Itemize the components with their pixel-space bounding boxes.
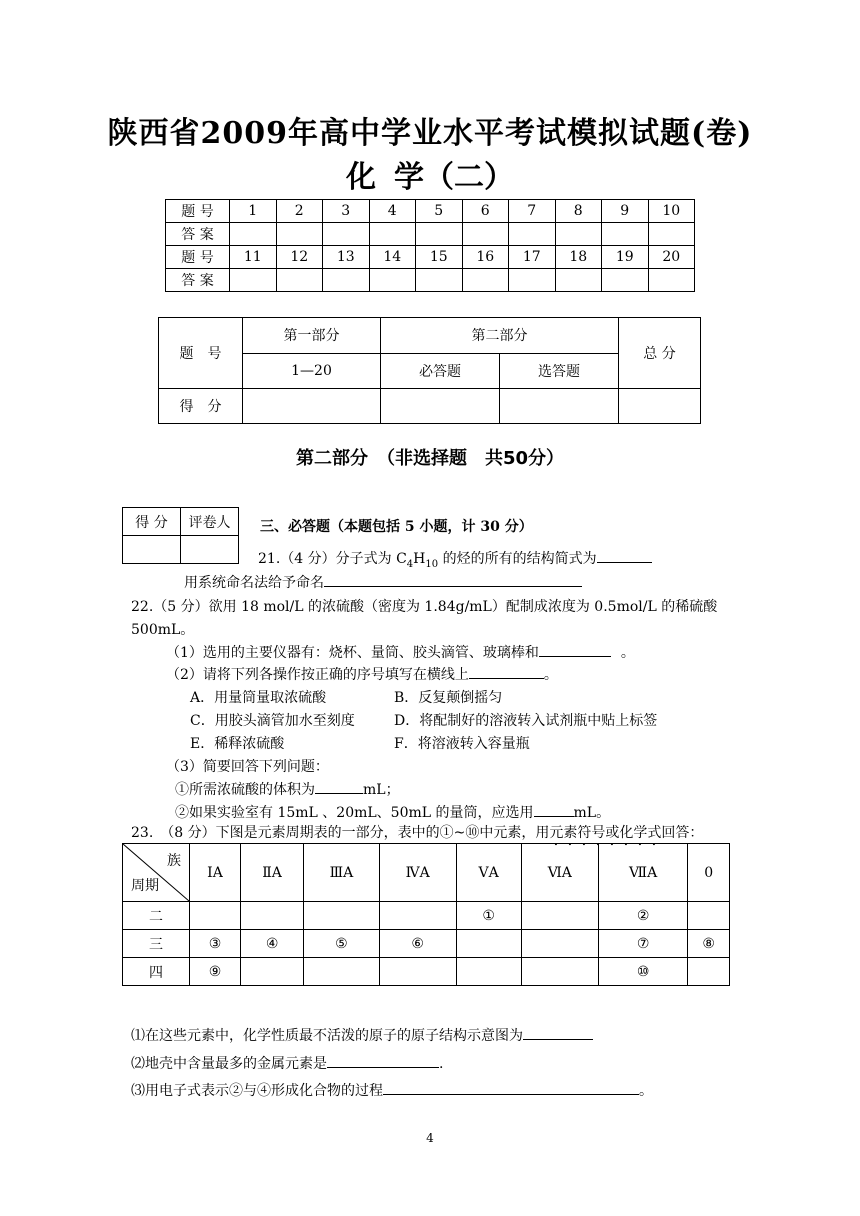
- total-header: 总 分: [619, 318, 701, 389]
- answer-cell[interactable]: [555, 269, 602, 292]
- element-cell: [240, 902, 303, 930]
- required-label: 必答题: [381, 353, 500, 389]
- q22-line1: 22.（5 分）欲用 18 mol/L 的浓硫酸（密度为 1.84g/mL）配制成浓度为 0.5mol/L 的稀硫酸: [131, 599, 718, 615]
- answer-cell[interactable]: [230, 269, 277, 292]
- number-cell: 18: [555, 246, 602, 269]
- element-cell: [190, 902, 241, 930]
- grader-score-label: 得 分: [123, 508, 181, 536]
- subtitle-part-a: 化: [346, 160, 394, 195]
- q23-part2-text: ⑵地壳中含量最多的金属元素是: [131, 1056, 327, 1072]
- q22-sub3a-text: ①所需浓硫酸的体积为: [175, 782, 315, 798]
- element-cell: [379, 902, 456, 930]
- q23-part3-end: 。: [639, 1083, 653, 1099]
- group-header: ⅣA: [379, 844, 456, 902]
- element-cell: ⑨: [190, 958, 241, 986]
- optional-label: 选答题: [500, 353, 619, 389]
- answer-cell[interactable]: [462, 269, 509, 292]
- number-cell: 15: [416, 246, 463, 269]
- page-number: 4: [426, 1131, 434, 1145]
- answer-cell[interactable]: [323, 269, 370, 292]
- answer-row-blank-2: [166, 269, 695, 292]
- label-cell: 答 案: [166, 269, 230, 292]
- grader-score-cell[interactable]: [123, 536, 181, 564]
- range-label: 1—20: [243, 353, 381, 389]
- element-cell: [521, 958, 598, 986]
- score-cell[interactable]: [500, 389, 619, 424]
- answer-cell[interactable]: [648, 269, 695, 292]
- exam-subtitle: [0, 152, 860, 196]
- number-cell: 12: [276, 246, 323, 269]
- answer-cell[interactable]: [323, 223, 370, 246]
- answer-cell[interactable]: [230, 223, 277, 246]
- q22-blank-4[interactable]: [534, 802, 574, 817]
- number-cell: 1: [230, 200, 277, 223]
- answer-table: [165, 199, 695, 292]
- group-header: ⅢA: [304, 844, 379, 902]
- answer-cell[interactable]: [648, 223, 695, 246]
- q22-option-c: C．用胶头滴管加水至刻度: [190, 713, 355, 729]
- answer-cell[interactable]: [276, 223, 323, 246]
- element-cell: [688, 958, 730, 986]
- element-cell: [304, 958, 379, 986]
- header-zu: 族: [167, 853, 181, 869]
- element-cell: [240, 958, 303, 986]
- group-header: ⅠA: [190, 844, 241, 902]
- label-cell: 答 案: [166, 223, 230, 246]
- score-cell[interactable]: [619, 389, 701, 424]
- number-cell: 7: [509, 200, 556, 223]
- element-cell: [379, 958, 456, 986]
- element-cell: [688, 902, 730, 930]
- answer-cell[interactable]: [416, 269, 463, 292]
- number-cell: 13: [323, 246, 370, 269]
- answer-cell[interactable]: [462, 223, 509, 246]
- q21-sub2: 10: [425, 558, 439, 570]
- element-cell: ⑧: [688, 930, 730, 958]
- grader-name-cell[interactable]: [181, 536, 239, 564]
- grader-label: 评卷人: [181, 508, 239, 536]
- part2-header: 第二部分: [381, 318, 619, 354]
- q22-sub3b: [175, 802, 610, 822]
- group-header: ⅤA: [456, 844, 521, 902]
- exam-title: 陕西省2009年高中学业水平考试模拟试题(卷): [107, 116, 753, 151]
- label-cell: 题 号: [166, 246, 230, 269]
- q22-sub2-end: 。: [543, 667, 558, 683]
- q21-line2-text: 用系统命名法给予命名: [184, 575, 324, 591]
- diagonal-header-cell: [123, 844, 190, 902]
- grader-table: [122, 507, 239, 564]
- q23-blank-1[interactable]: [523, 1025, 593, 1040]
- q21-blank-2[interactable]: [324, 572, 582, 587]
- answer-cell[interactable]: [602, 269, 649, 292]
- q23-blank-2[interactable]: [327, 1053, 439, 1068]
- q23-part1-text: ⑴在这些元素中，化学性质最不活泼的原子的原子结构示意图为: [131, 1028, 523, 1044]
- element-cell: [456, 958, 521, 986]
- number-cell: 9: [602, 200, 649, 223]
- number-cell: 11: [230, 246, 277, 269]
- number-cell: 2: [276, 200, 323, 223]
- number-cell: 8: [555, 200, 602, 223]
- q23-intro-text: 23. （8 分）下图是元素周期表的一部分，表中的①~⑩中元素，用: [131, 825, 550, 841]
- q22-sub1: [166, 642, 635, 662]
- element-cell: ⑥: [379, 930, 456, 958]
- q22-line2: 500mL。: [131, 622, 195, 638]
- answer-cell[interactable]: [276, 269, 323, 292]
- q22-sub3a: [175, 779, 400, 799]
- element-cell: ②: [598, 902, 687, 930]
- element-cell: ③: [190, 930, 241, 958]
- score-label: 得 分: [159, 389, 243, 424]
- number-cell: 17: [509, 246, 556, 269]
- header-zhouqi: 周期: [131, 878, 159, 894]
- q22-option-d: D．将配制好的溶液转入试剂瓶中贴上标签: [394, 713, 658, 729]
- section-title: 第二部分 （非选择题 共50分）: [295, 448, 565, 469]
- number-cell: 5: [416, 200, 463, 223]
- q22-option-b: B．反复颠倒摇匀: [394, 690, 503, 706]
- element-cell: [304, 902, 379, 930]
- period-row-4: [123, 958, 730, 986]
- number-cell: 3: [323, 200, 370, 223]
- period-label: 二: [123, 902, 190, 930]
- group-header: ⅥA: [521, 844, 598, 902]
- group-header: ⅦA: [598, 844, 687, 902]
- q23-part3: [131, 1080, 653, 1100]
- answer-cell[interactable]: [509, 269, 556, 292]
- q23-intro-end: 回答：: [661, 825, 704, 841]
- q22-sub2: [166, 664, 558, 684]
- answer-cell[interactable]: [369, 269, 416, 292]
- score-cell[interactable]: [243, 389, 381, 424]
- number-cell: 14: [369, 246, 416, 269]
- number-cell: 6: [462, 200, 509, 223]
- q23-part2: [131, 1053, 443, 1073]
- score-table: [158, 317, 701, 424]
- number-cell: 19: [602, 246, 649, 269]
- q22-option-a: A．用量筒量取浓硫酸: [190, 690, 327, 706]
- periodic-table: [122, 843, 730, 986]
- answer-row-blank-1: [166, 223, 695, 246]
- q22-blank-3[interactable]: [315, 779, 363, 794]
- number-cell: 16: [462, 246, 509, 269]
- element-cell: ④: [240, 930, 303, 958]
- q22-sub3b-text: ②如果实验室有 15mL 、20mL、50mL 的量筒，应选用: [175, 805, 534, 821]
- answer-cell[interactable]: [555, 223, 602, 246]
- q21-line1: [258, 548, 652, 570]
- group-header: ⅡA: [240, 844, 303, 902]
- answer-cell[interactable]: [509, 223, 556, 246]
- q23-part3-text: ⑶用电子式表示②与④形成化合物的过程: [131, 1083, 383, 1099]
- answer-row-numbers-1: [166, 200, 695, 223]
- q22-sub3a-end: mL；: [363, 782, 400, 798]
- q21-blank-1[interactable]: [597, 548, 652, 563]
- q22-sub1-text: （1）选用的主要仪器有：烧杯、量筒、胶头滴管、玻璃棒和: [166, 645, 539, 661]
- period-row-2: [123, 902, 730, 930]
- element-cell: [521, 902, 598, 930]
- element-cell: ⑦: [598, 930, 687, 958]
- answer-cell[interactable]: [416, 223, 463, 246]
- q22-blank-2[interactable]: [469, 664, 544, 679]
- element-cell: [521, 930, 598, 958]
- element-cell: ⑤: [304, 930, 379, 958]
- q22-sub2-text: （2）请将下列各操作按正确的序号填写在横线上: [166, 667, 469, 683]
- q21-mid: H: [413, 551, 426, 567]
- period-label: 四: [123, 958, 190, 986]
- label-cell: 题 号: [166, 200, 230, 223]
- answer-cell[interactable]: [369, 223, 416, 246]
- element-cell: [456, 930, 521, 958]
- number-cell: 10: [648, 200, 695, 223]
- element-cell: ⑩: [598, 958, 687, 986]
- q21-text: 21.（4 分）分子式为 C: [258, 551, 407, 567]
- q22-sub1-end: 。: [620, 645, 635, 661]
- number-cell: 4: [369, 200, 416, 223]
- q23-blank-3[interactable]: [383, 1080, 639, 1095]
- tihao-label: 题 号: [159, 318, 243, 389]
- answer-cell[interactable]: [602, 223, 649, 246]
- q23-intro-emphasis: 元素符号或化学式: [549, 825, 662, 841]
- q21-sub1: 4: [406, 558, 414, 570]
- part3-heading: 三、必答题（本题包括 5 小题，计 30 分）: [260, 519, 533, 535]
- q22-sub3: （3）简要回答下列问题：: [166, 759, 329, 775]
- part1-header: 第一部分: [243, 318, 381, 354]
- periodic-header-row: [123, 844, 730, 902]
- q22-option-e: E．稀释浓硫酸: [190, 736, 285, 752]
- q23-part1: [131, 1025, 593, 1045]
- q22-sub3b-end: mL。: [573, 805, 611, 821]
- group-header: 0: [688, 844, 730, 902]
- subtitle-part-b: 学（二）: [394, 160, 514, 195]
- period-row-3: [123, 930, 730, 958]
- q22-blank-1[interactable]: [539, 642, 611, 657]
- element-cell: ①: [456, 902, 521, 930]
- q21-text-end: 的烃的所有的结构简式为: [438, 551, 597, 567]
- q22-option-f: F．将溶液转入容量瓶: [394, 736, 530, 752]
- period-label: 三: [123, 930, 190, 958]
- q21-line2: [184, 572, 582, 592]
- score-cell[interactable]: [381, 389, 500, 424]
- q23-part2-end: .: [439, 1056, 444, 1072]
- number-cell: 20: [648, 246, 695, 269]
- answer-row-numbers-2: [166, 246, 695, 269]
